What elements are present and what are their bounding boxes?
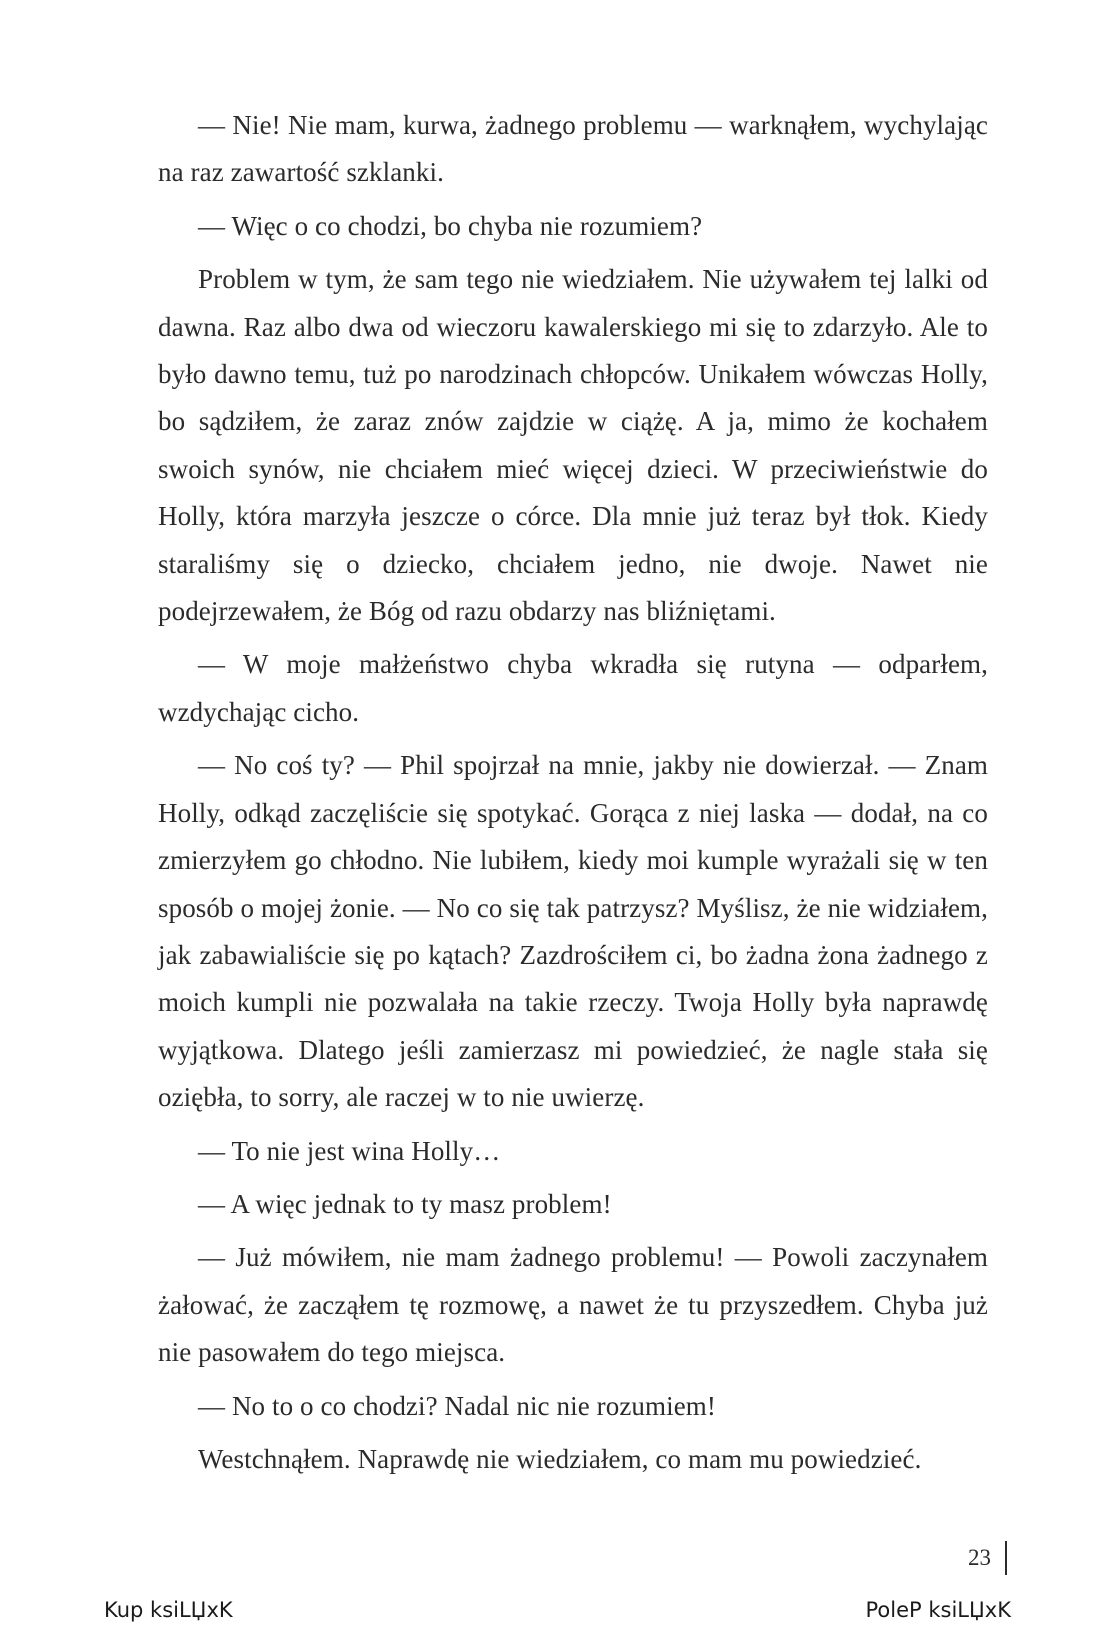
buy-book-link[interactable]: Kup ksiLЏxK	[104, 1598, 233, 1622]
recommend-book-link[interactable]: PoleP ksiLЏxK	[865, 1598, 1011, 1622]
paragraph: — No coś ty? — Phil spojrzał na mnie, jakby nie dowierzał. — Znam Holly, odkąd zaczęliście się spotykać. Gorąca z niej laska — dodał, na co zmierzyłem go chłodno. Nie lubiłem, kiedy moi kumple wyrażali się w ten sposób o mojej żonie. — No co się tak patrzysz? Myślisz, że nie widziałem, jak zabawialiście się po kątach? Zazdrościłem ci, bo żadna żona żadnego z moich kumpli nie pozwalała na takie rzeczy. Twoja Holly była naprawdę wyjątkowa. Dlatego jeśli zamierzasz mi powiedzieć, że nagle stała się oziębła, to sorry, ale raczej w to nie uwierzę.	[158, 750, 988, 1113]
page-number-block	[968, 1540, 1007, 1576]
paragraph: — Już mówiłem, nie mam żadnego problemu! — Powoli zaczynałem żałować, że zacząłem tę rozmowę, a nawet że tu przyszedłem. Chyba już nie pasowałem do tego miejsca.	[158, 1242, 988, 1368]
book-page-text	[158, 102, 988, 1489]
page-number: 23	[968, 1545, 991, 1570]
paragraph: Westchnąłem. Naprawdę nie wiedziałem, co mam mu powiedzieć.	[198, 1443, 922, 1474]
paragraph: — Nie! Nie mam, kurwa, żadnego problemu — warknąłem, wychylając na raz zawartość szklanki.	[158, 110, 988, 188]
paragraph: Problem w tym, że sam tego nie wiedziałem. Nie używałem tej lalki od dawna. Raz albo dwa od wieczoru kawalerskiego mi się to zdarzyło. Ale to było dawno temu, tuż po narodzinach chłopców. Unikałem wówczas Holly, bo sądziłem, że zaraz znów zajdzie w ciążę. A ja, mimo że kochałem swoich synów, nie chciałem mieć więcej dzieci. W przeciwieństwie do Holly, która marzyła jeszcze o córce. Dla mnie już teraz był tłok. Kiedy staraliśmy się o dziecko, chciałem jedno, nie dwoje. Nawet nie podejrzewałem, że Bóg od razu obdarzy nas bliźniętami.	[158, 264, 988, 627]
paragraph: — Więc o co chodzi, bo chyba nie rozumiem?	[198, 210, 703, 241]
paragraph: — W moje małżeństwo chyba wkradła się rutyna — odparłem, wzdychając cicho.	[158, 649, 988, 727]
paragraph: — No to o co chodzi? Nadal nic nie rozumiem!	[198, 1390, 716, 1421]
page-number-rule	[1005, 1541, 1007, 1575]
paragraph: — To nie jest wina Holly…	[198, 1135, 501, 1166]
paragraph: — A więc jednak to ty masz problem!	[198, 1188, 612, 1219]
